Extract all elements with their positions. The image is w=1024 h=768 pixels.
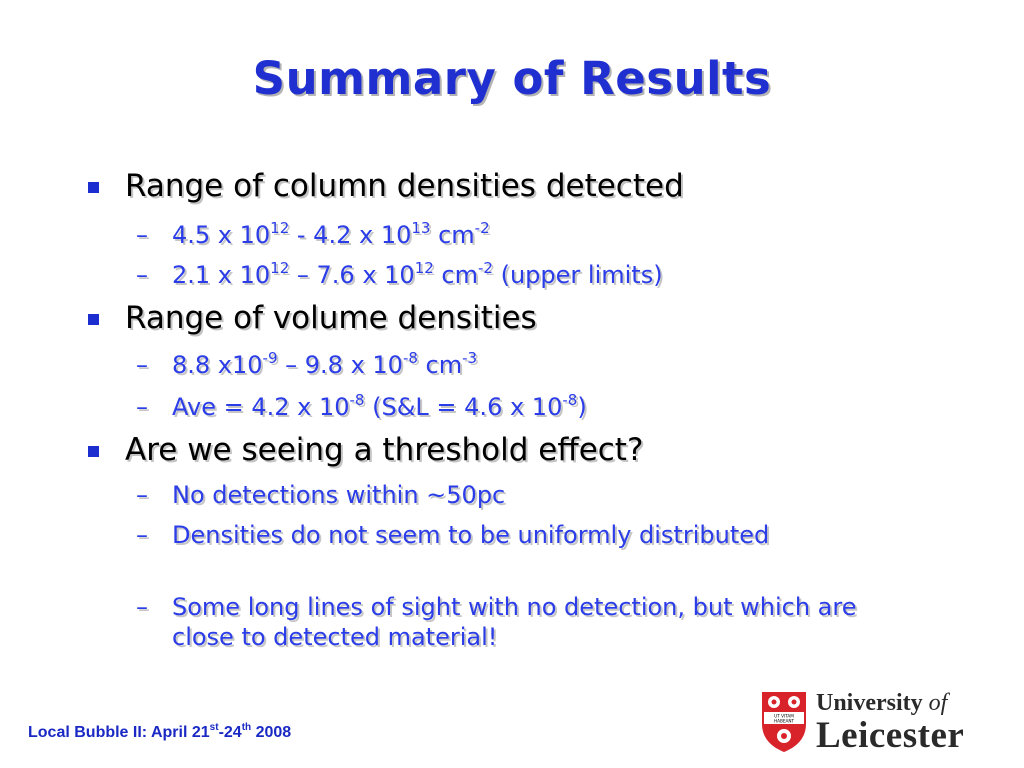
square-bullet-icon <box>88 314 99 325</box>
logo-university-text: University of <box>816 690 948 716</box>
slide-title: Summary of Results <box>252 52 772 105</box>
sub-bullet-text: Ave = 4.2 x $10^{-8}$ (S&L = 4.6 x $10^{-8}$) <box>172 391 587 421</box>
motto-line-2: HABEANT <box>773 718 795 724</box>
dash-icon: – <box>136 221 148 249</box>
sub-bullet-text: Densities do not seem to be uniformly distributed <box>172 521 770 549</box>
sub-bullet-text: No detections within ~50pc <box>172 481 506 509</box>
square-bullet-icon <box>88 446 99 457</box>
dash-icon: – <box>136 481 148 509</box>
bullet-text: Range of volume densities <box>125 300 537 336</box>
crest-icon <box>760 690 808 754</box>
university-logo <box>760 690 1000 756</box>
footer-text: Local Bubble II: April 21st-24th 2008 <box>28 722 292 741</box>
motto-line-1: UT VITAM <box>774 713 794 719</box>
sub-bullet-text: 4.5 x $10^{12} - 4.2$ x $10^{13}$ $cm^{-2}$ <box>172 219 490 249</box>
dash-icon: – <box>136 261 148 289</box>
dash-icon: – <box>136 393 148 421</box>
bullet-text: Range of column densities detected <box>125 168 684 204</box>
bullet-text: Are we seeing a threshold effect? <box>125 432 644 468</box>
sub-bullet-text: 8.8 $x10^{-9} - 9.8$ x $10^{-8}$ $cm^{-3}$ <box>172 349 478 379</box>
dash-icon: – <box>136 521 148 549</box>
logo-leicester-text: Leicester <box>816 715 965 756</box>
dash-icon: – <box>136 351 148 379</box>
sub-bullet-text: 2.1 x $10^{12} - 7.6$ x $10^{12}$ $cm^{-2}$ (upper limits) <box>172 259 663 289</box>
sub-bullet-text: Some long lines of sight with no detection, but which are close to detected material! <box>172 593 857 651</box>
square-bullet-icon <box>88 182 99 193</box>
dash-icon: – <box>136 593 148 621</box>
